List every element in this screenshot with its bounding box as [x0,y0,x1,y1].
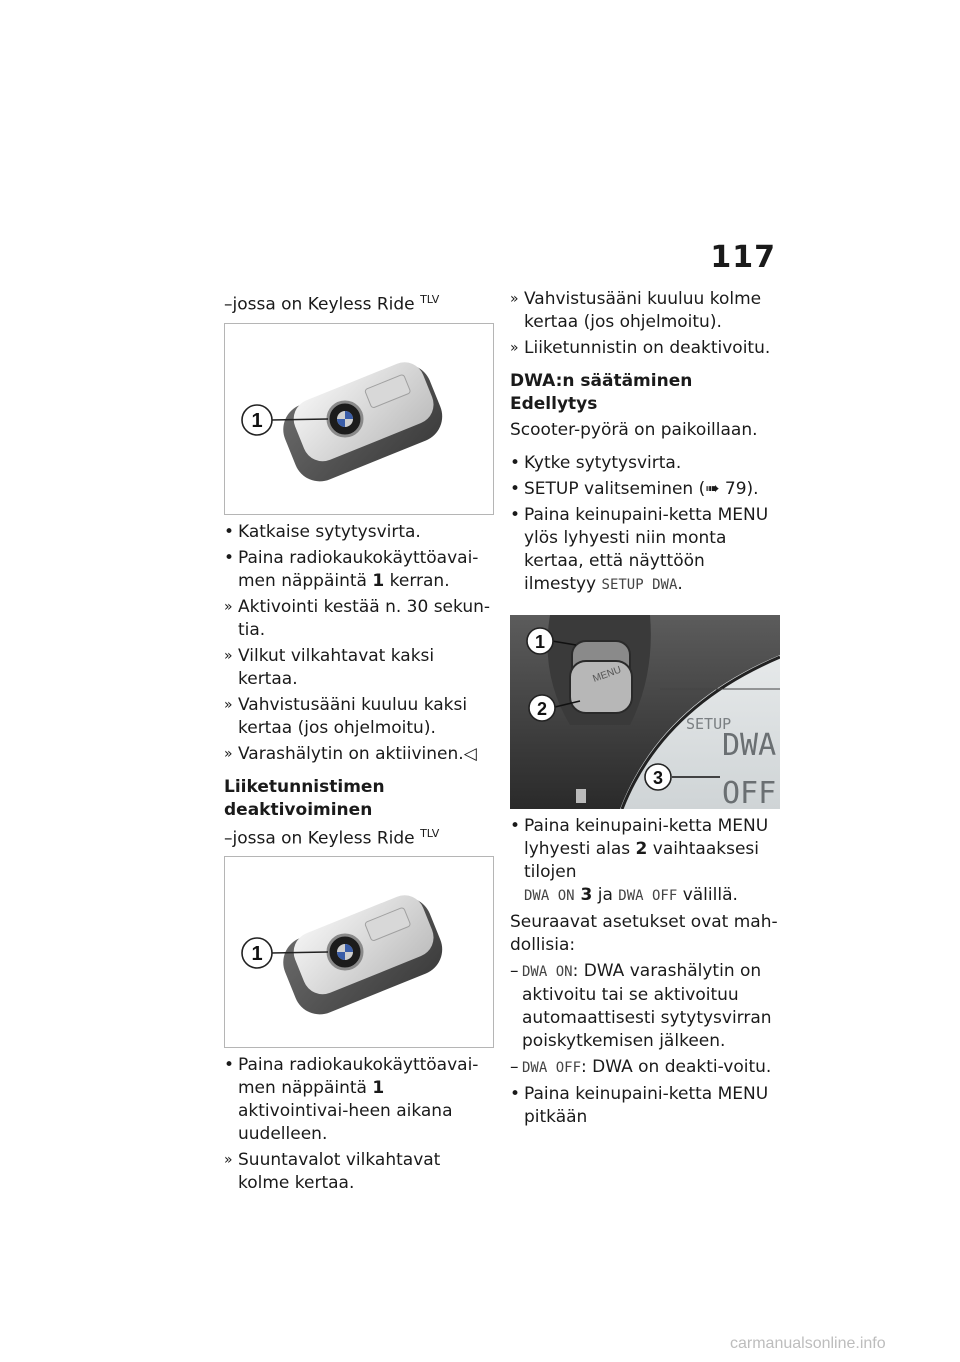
lcd-dwa: DWA [722,728,777,763]
result-active [224,743,496,766]
text: vaihtaaksesi tilojen [524,839,760,882]
step-press-key [224,547,496,593]
callout-2: 2 [536,699,548,719]
keyless-text: –jossa on Keyless Ride [224,294,415,315]
left-column [224,288,496,1198]
ref-number: 1 [372,1078,385,1099]
text: 79). [719,479,759,499]
callout-1: 1 [251,409,263,432]
page-ref-arrow-icon: ➠ [705,479,720,499]
step-setup [510,478,782,501]
display-text: DWA ON [522,964,573,980]
step-menu-long: • Paina keinupaini-ketta MENU pitkään [510,1083,782,1129]
result-duration: » Aktivointi kestää n. 30 sekun-tia. [224,596,496,642]
text: : DWA on deakti-voitu. [581,1057,772,1077]
watermark: carmanualsonline.info [730,1335,886,1352]
text: men näppäintä [238,570,373,591]
text: men näppäintä [238,1078,373,1099]
result-turn-signals: » Suuntavalot vilkahtavat kolme kertaa. [224,1149,496,1195]
section-heading-dwa: DWA:n säätäminen [510,371,693,391]
ref-number: 1 [372,570,385,591]
text: välillä. [677,885,738,905]
text: ja [592,885,619,905]
text: SETUP valitseminen ( [524,479,706,499]
step-ignition-on: • Kytke sytytysvirta. [510,452,782,475]
ref-number: 3 [574,885,593,905]
step-menu-up [510,504,782,597]
step-ignition-off: • Katkaise sytytysvirta. [224,521,496,544]
end-mark: ◁ [463,743,477,764]
key-fob-figure-1 [224,323,494,515]
right-column [510,288,782,1132]
text: : DWA varashälytin on aktivoitu tai se aktivoituu automaattisesti sytytysvirran poiskytkemisen jälkeen. [522,961,772,1051]
heading-line: Liiketunnistimen [224,776,385,797]
text: kerran. [384,570,450,591]
dashboard-figure [510,615,780,809]
result-beep: » Vahvistusääni kuuluu kaksi kertaa (jos ohjelmoitu). [224,694,496,740]
step-menu-down [510,815,782,908]
ref-number: 2 [635,839,648,859]
page-number: 117 [710,240,776,275]
prerequisite-text: Scooter-pyörä on paikoillaan. [510,420,758,440]
callout-1: 1 [534,632,546,652]
callout-1: 1 [251,943,263,966]
heading-line: deaktivoiminen [224,799,373,820]
tlv-superscript: TLV [420,293,440,306]
display-text: DWA ON [524,888,575,904]
option-dwa-off [510,1056,782,1080]
key-fob-figure-2 [224,856,494,1048]
display-text: SETUP DWA [601,577,678,593]
lcd-off: OFF [722,776,777,809]
text: Varashälytin on aktiivinen. [238,743,464,764]
text: Paina radiokaukokäyttöavai- [238,1055,479,1076]
lcd-setup: SETUP [686,715,732,733]
result-deactivated: » Liiketunnistin on deaktivoitu. [510,337,782,360]
section-heading [224,776,496,822]
text: Paina radiokaukokäyttöavai- [238,547,479,568]
result-beep-3: » Vahvistusääni kuuluu kolme kertaa (jos ohjelmoitu). [510,288,782,334]
keyless-condition-2 [224,822,496,851]
text: Paina keinupaini-ketta MENU lyhyesti alas [524,816,769,859]
keyless-text: –jossa on Keyless Ride [224,828,415,849]
prerequisite-heading: Edellytys [510,394,598,414]
display-text: DWA OFF [618,888,678,904]
option-dwa-on [510,960,782,1053]
display-text: DWA OFF [522,1060,582,1076]
menu-key-label: MENU [591,664,623,685]
text: aktivointivai-heen aikana uudelleen. [238,1101,453,1145]
callout-3: 3 [652,768,664,788]
step-press-again [224,1054,496,1146]
text: . [677,574,683,594]
settings-intro: Seuraavat asetukset ovat mah-dollisia: [510,912,778,955]
result-blink: » Vilkut vilkahtavat kaksi kertaa. [224,645,496,691]
keyless-condition [224,288,496,317]
tlv-superscript: TLV [420,826,440,840]
text: Paina keinupaini-ketta MENU ylös lyhyesti niin monta kertaa, että näyttöön ilmestyy [524,505,769,594]
